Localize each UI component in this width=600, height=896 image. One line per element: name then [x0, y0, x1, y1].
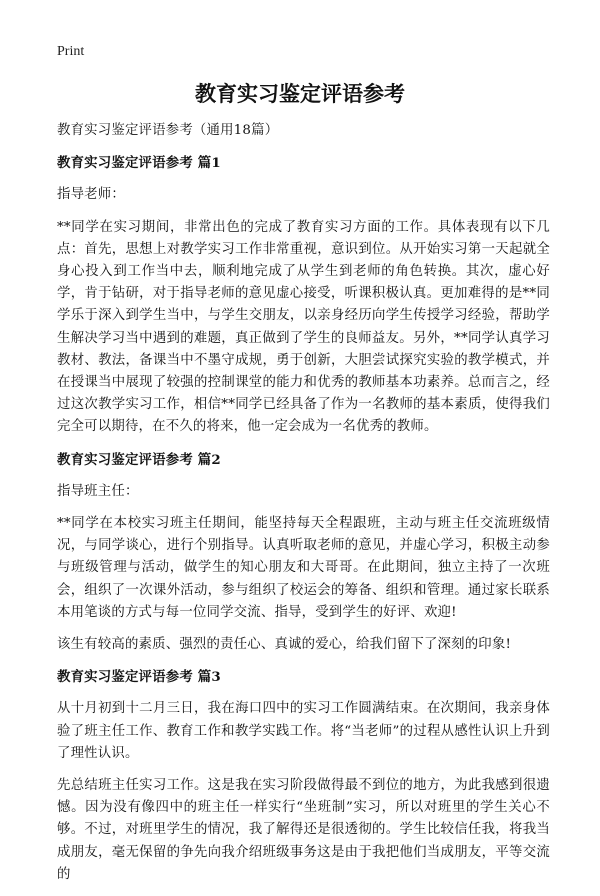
section-greeting-2: 指导班主任：	[57, 483, 139, 499]
section-2-paragraph-2: 该生有较高的素质、强烈的责任心、真诚的爱心，给我们留下了深刻的印象!	[57, 637, 512, 653]
section-3-paragraph-1: 从十月初到十二月三日，我在海口四中的实习工作圆满结束。在次期间，我亲身体验了班主任工作、教育工作和教学实践工作。将“当老师”的过程从感性认识上升到了理性认识。	[57, 701, 550, 761]
section-heading-3: 教育实习鉴定评语参考 篇3	[57, 669, 221, 686]
section-2-paragraph-1: **同学在本校实习班主任期间，能坚持每天全程跟班，主动与班主任交流班级情况，与同学谈心，进行个别指导。认真听取老师的意见，并虚心学习，积极主动参与班级管理与活动，做学生的知心朋友和大哥哥。在此期间，独立主持了一次班会，组织了一次课外活动，参与组织了校运会的筹备、组织和管理。通过家长联系本用笔谈的方式与每一位同学交流、指导，受到学生的好评、欢迎!	[57, 516, 550, 620]
page-title: 教育实习鉴定评语参考	[195, 81, 405, 106]
document-body	[57, 120, 550, 896]
section-greeting-1: 指导老师：	[57, 187, 125, 203]
print-link[interactable]: Print	[57, 44, 85, 59]
document-subtitle: 教育实习鉴定评语参考（通用18篇）	[57, 123, 279, 138]
section-1-paragraph-1: **同学在实习期间，非常出色的完成了教育实习方面的工作。具体表现有以下几点：首先，思想上对教学实习工作非常重视，意识到位。从开始实习第一天起就全身心投入到工作当中去，顺利地完成了从学生到老师的角色转换。其次，虚心好学，肯于钻研，对于指导老师的意见虚心接受，听课积极认真。更加难得的是**同学乐于深入到学生当中，与学生交朋友，以亲身经历向学生传授学习经验，帮助学生解决学习当中遇到的难题，真正做到了学生的良师益友。另外，**同学认真学习教材、教法，备课当中不墨守成规，勇于创新，大胆尝试探究实验的教学模式，并在授课当中展现了较强的控制课堂的能力和优秀的教师基本功素养。总而言之，经过这次教学实习工作，相信**同学已经具备了作为一名教师的基本素质，使得我们完全可以期待，在不久的将来，他一定会成为一名优秀的教师。	[57, 219, 550, 435]
section-heading-1: 教育实习鉴定评语参考 篇1	[57, 155, 221, 172]
section-3-paragraph-2: 先总结班主任实习工作。这是我在实习阶段做得最不到位的地方，为此我感到很遗憾。因为没有像四中的班主任一样实行“坐班制”实习，所以对班里的学生关心不够。不过，对班里学生的情况，我了解得还是很透彻的。学生比较信任我，将我当成朋友，毫无保留的争先向我介绍班级事务这是由于我把他们当成朋友，平等交流的	[57, 778, 550, 882]
section-heading-2: 教育实习鉴定评语参考 篇2	[57, 451, 221, 468]
